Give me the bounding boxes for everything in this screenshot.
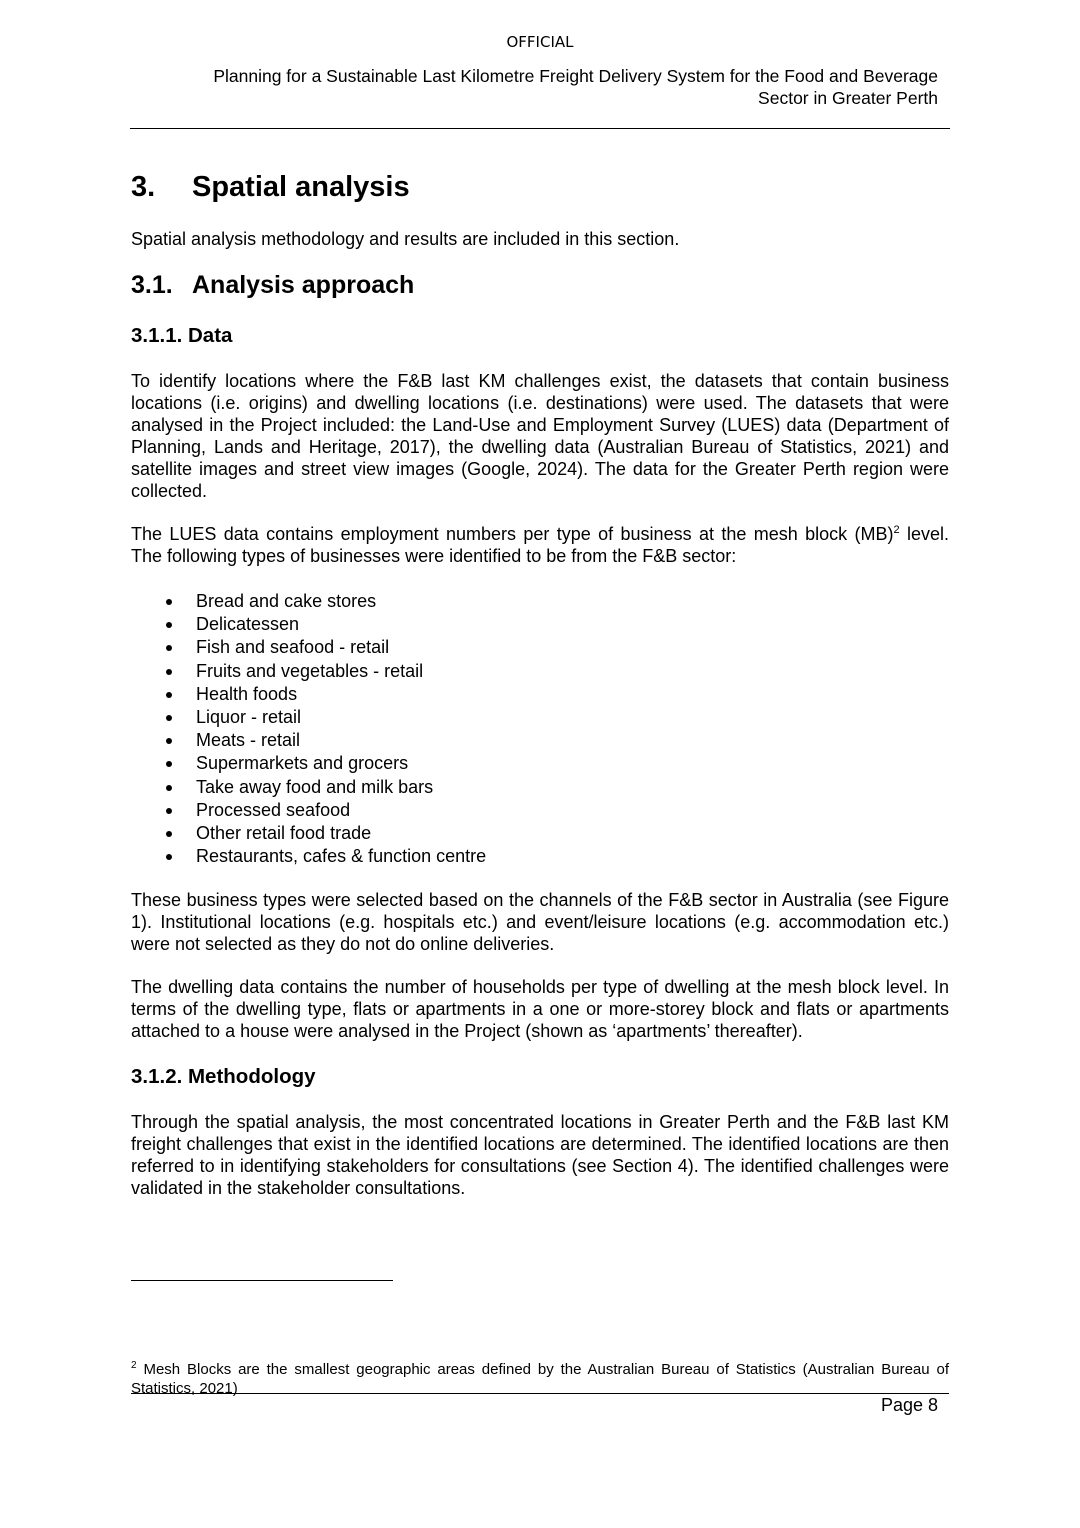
page-number: Page 8 bbox=[880, 1395, 938, 1415]
methodology-heading: 3.1.2. Methodology bbox=[131, 1065, 316, 1088]
footnote-separator bbox=[131, 1280, 393, 1281]
header-divider bbox=[130, 128, 950, 129]
list-item-text: Delicatessen bbox=[196, 614, 300, 635]
list-item-text: Bread and cake stores bbox=[196, 591, 377, 611]
bullet-icon bbox=[166, 692, 172, 698]
bullet-icon bbox=[166, 761, 172, 767]
bullet-icon bbox=[166, 854, 172, 860]
subsection-title: Analysis approach bbox=[192, 271, 415, 299]
business-types-list bbox=[163, 590, 486, 868]
data-paragraph-2 bbox=[131, 523, 949, 567]
list-item bbox=[163, 799, 486, 822]
bullet-icon bbox=[166, 831, 172, 837]
footnote bbox=[131, 1356, 949, 1398]
bullet-icon bbox=[166, 808, 172, 814]
bullet-icon bbox=[166, 738, 172, 744]
section-intro: Spatial analysis methodology and results are included in this section. bbox=[131, 229, 680, 249]
data-paragraph-4: The dwelling data contains the number of households per type of dwelling at the mesh block level. In terms of the dwelling type, flats or apartments in a one or more-storey block and flats or apartments attached to a house were analysed in the Project (shown as ‘apartments’ thereafter). bbox=[131, 977, 949, 1041]
bullet-icon bbox=[166, 715, 172, 721]
section-number: 3. bbox=[131, 171, 156, 203]
document-running-title bbox=[118, 65, 938, 109]
list-item-text: Restaurants, cafes & function centre bbox=[196, 846, 487, 867]
list-item-text: Fruits and vegetables - retail bbox=[196, 660, 424, 681]
section-heading bbox=[131, 171, 410, 204]
list-item-text: Other retail food trade bbox=[196, 823, 372, 844]
footnote-text: Mesh Blocks are the smallest geographic areas defined by the Australian Bureau of Statistics (Australian Bureau of Statistics, 2021) bbox=[131, 1361, 949, 1397]
running-title-line-1: Planning for a Sustainable Last Kilometre Freight Delivery System for the Food and Beverage bbox=[213, 66, 938, 86]
bullet-icon bbox=[166, 645, 172, 651]
list-item-text: Health foods bbox=[196, 683, 298, 704]
footnote-reference[interactable]: 2 bbox=[893, 524, 900, 536]
list-item bbox=[163, 636, 486, 659]
para2-text-cont: level. The following types of businesses were identified to be from the F&B sector: bbox=[131, 524, 949, 566]
list-item bbox=[163, 729, 486, 752]
methodology-paragraph: Through the spatial analysis, the most concentrated locations in Greater Perth and the F&B last KM freight challenges that exist in the identified locations are determined. The identified locations are then referred to in identifying stakeholders for consultations (see Section 4). The identified challenges were validated in the stakeholder consultations. bbox=[131, 1112, 949, 1198]
bullet-icon bbox=[166, 785, 172, 791]
list-item-text: Take away food and milk bars bbox=[196, 776, 434, 797]
list-item-text: Processed seafood bbox=[196, 799, 351, 820]
list-item bbox=[163, 822, 486, 845]
list-item bbox=[163, 706, 486, 729]
list-item bbox=[163, 683, 486, 706]
bullet-icon bbox=[166, 669, 172, 675]
list-item bbox=[163, 613, 486, 636]
list-item bbox=[163, 752, 486, 775]
list-item-text: Fish and seafood - retail bbox=[196, 637, 390, 658]
footer-divider bbox=[131, 1393, 949, 1394]
list-item bbox=[163, 776, 486, 799]
subsection-heading bbox=[131, 271, 414, 300]
list-item bbox=[163, 660, 486, 683]
list-item bbox=[163, 590, 486, 613]
list-item-text: Liquor - retail bbox=[196, 707, 302, 728]
running-title-line-2: Sector in Greater Perth bbox=[758, 88, 938, 108]
data-heading: 3.1.1. Data bbox=[131, 324, 233, 347]
section-title: Spatial analysis bbox=[192, 171, 410, 203]
data-paragraph-1: To identify locations where the F&B last KM challenges exist, the datasets that contain business locations (i.e. origins) and dwelling locations (i.e. destinations) were used. The datasets that were analysed in the Project included: the Land-Use and Employment Survey (LUES) data (Department of Planning, Lands and Heritage, 2017), the dwelling data (Australian Bureau of Statistics, 2021) and satellite images and street view images (Google, 2024). The data for the Greater Perth region were collected. bbox=[131, 371, 949, 501]
data-paragraph-3: These business types were selected based on the channels of the F&B sector in Australia (see Figure 1). Institutional locations (e.g. hospitals etc.) and event/leisure locations (e.g. accommodation etc.) were not selected as they do not do online deliveries. bbox=[131, 890, 949, 954]
bullet-icon bbox=[166, 599, 172, 605]
list-item-text: Supermarkets and grocers bbox=[196, 753, 409, 774]
list-item bbox=[163, 845, 486, 868]
footnote-marker: 2 bbox=[131, 1360, 137, 1371]
bullet-icon bbox=[166, 622, 172, 628]
para2-text: The LUES data contains employment numbers per type of business at the mesh block (MB) bbox=[131, 524, 894, 544]
classification-label: OFFICIAL bbox=[506, 33, 574, 51]
list-item-text: Meats - retail bbox=[196, 730, 301, 751]
subsection-number: 3.1. bbox=[131, 271, 173, 299]
